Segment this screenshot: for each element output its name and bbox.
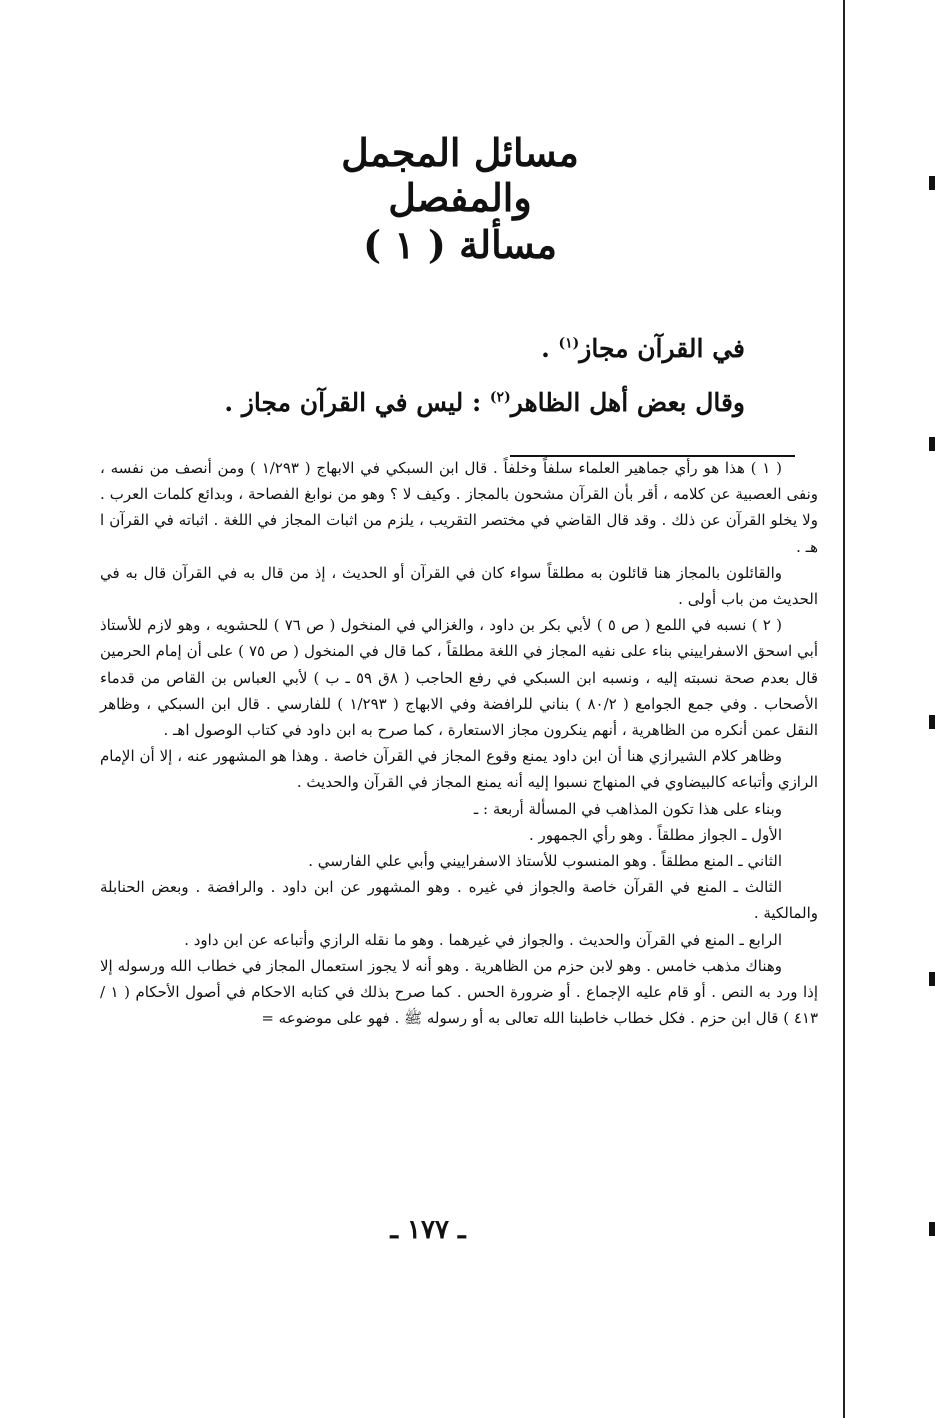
footnote-paragraph: وهناك مذهب خامس . وهو لابن حزم من الظاهرية . وهو أنه لا يجوز استعمال المجاز في خطاب الله ورسوله إلا إذا ورد به النص . أو قام عليه الإجماع . أو ضرورة الحس . كما صرح بذلك في كتابه الاحكام في أصول الأحكام ( ١ / ٤١٣ ) قال ابن حزم . فكل خطاب خاطبنا الله تعالى به أو رسوله ﷺ . فهو على موضوعه = <box>100 956 818 1028</box>
chapter-title: مسائل المجمل والمفصل <box>341 130 579 220</box>
footnote-paragraph: والقائلون بالمجاز هنا قائلون به مطلقاً سواء كان في القرآن أو الحديث ، إذ من قال به في القرآن قال به في الحديث من باب أولى . <box>100 563 818 609</box>
main-text: وقال بعض أهل الظاهر <box>510 388 745 417</box>
page-number: ـ ١٧٧ ـ <box>390 1215 466 1245</box>
margin-rule <box>843 0 845 1418</box>
footnote-paragraph: ( ٢ ) نسبه في اللمع ( ص ٥ ) لأبي بكر بن داود ، والغزالي في المنخول ( ص ٧٦ ) للحشويه ، وهو لازم للأستاذ أبي اسحق الاسفراييني بناء على نفيه المجاز في اللغة مطلقاً ، كما قال في المنخول ( ص ٧٥ ) على أن إمام الحرمين قال بعدم صحة نسبته إليه ، ونسبه ابن السبكي في رفع الحاجب ( ٨ق ٥٩ ـ ب ) لأبي العباس بن القاص من قدماء الأصحاب . وفي جمع الجوامع ( ٨٠/٢ ) بناني للرافضة وفي الابهاج ( ١/٢٩٣ ) للفارسي . قال ابن السبكي ، وظاهر النقل عمن أنكره من الظاهرية ، أنهم ينكرون مجاز الاستعارة ، كما صرح به ابن داود في كتاب الوصول اهـ . <box>100 616 819 740</box>
main-text-line-2 <box>224 388 745 417</box>
footnotes <box>100 455 818 1031</box>
edge-mark <box>929 1222 935 1236</box>
footnote-paragraph: الأول ـ الجواز مطلقاً . وهو رأي الجمهور . <box>528 825 782 844</box>
main-text-line-1 <box>541 334 745 363</box>
main-text: . <box>541 334 559 363</box>
main-text: في القرآن مجاز <box>579 334 745 363</box>
footnote-paragraph: وظاهر كلام الشيرازي هنا أن ابن داود يمنع وقوع المجاز في القرآن خاصة . وهذا هو المشهور عنه ، إلا أن الإمام الرازي وأتباعه كالبيضاوي في المنهاج نسبوا إليه أنه يمنع المجاز في القرآن والحديث . <box>100 747 818 792</box>
edge-mark <box>929 972 935 986</box>
edge-mark <box>929 437 935 451</box>
edge-mark <box>929 715 935 729</box>
footnote-ref: (٢) <box>489 389 511 406</box>
footnote-paragraph: ( ١ ) هذا هو رأي جماهير العلماء سلفاً وخلفاً . قال ابن السبكي في الابهاج ( ١/٢٩٣ ) ومن أنصف من نفسه ، ونفى العصبية عن كلامه ، أقر بأن القرآن مشحون بالمجاز . وكيف لا ؟ وهو من نوابغ الفصاحة ، وبدائع كلمات العرب . ولا يخلو القرآن عن ذلك . وقد قال القاضي في مختصر التقريب ، يلزم من اثبات المجاز في اللغة . اثباته في القرآن ا هـ . <box>100 459 818 556</box>
issue-title: مسألة ( ١ ) <box>363 222 557 267</box>
edge-mark <box>929 176 935 190</box>
main-text: : ليس في القرآن مجاز . <box>224 388 490 417</box>
footnote-paragraph: الثاني ـ المنع مطلقاً . وهو المنسوب للأستاذ الاسفراييني وأبي علي الفارسي . <box>308 852 782 871</box>
footnote-paragraph: الرابع ـ المنع في القرآن والحديث . والجواز في غيرهما . وهو ما نقله الرازي وأتباعه عن ابن داود . <box>184 930 782 949</box>
footnote-ref: (١) <box>558 335 580 352</box>
footnote-paragraph: الثالث ـ المنع في القرآن خاصة والجواز في غيره . وهو المشهور عن ابن داود . والرافضة . وبعض الحنابلة والمالكية . <box>100 878 818 923</box>
footnote-paragraph: وبناء على هذا تكون المذاهب في المسألة أربعة : ـ <box>473 799 782 818</box>
